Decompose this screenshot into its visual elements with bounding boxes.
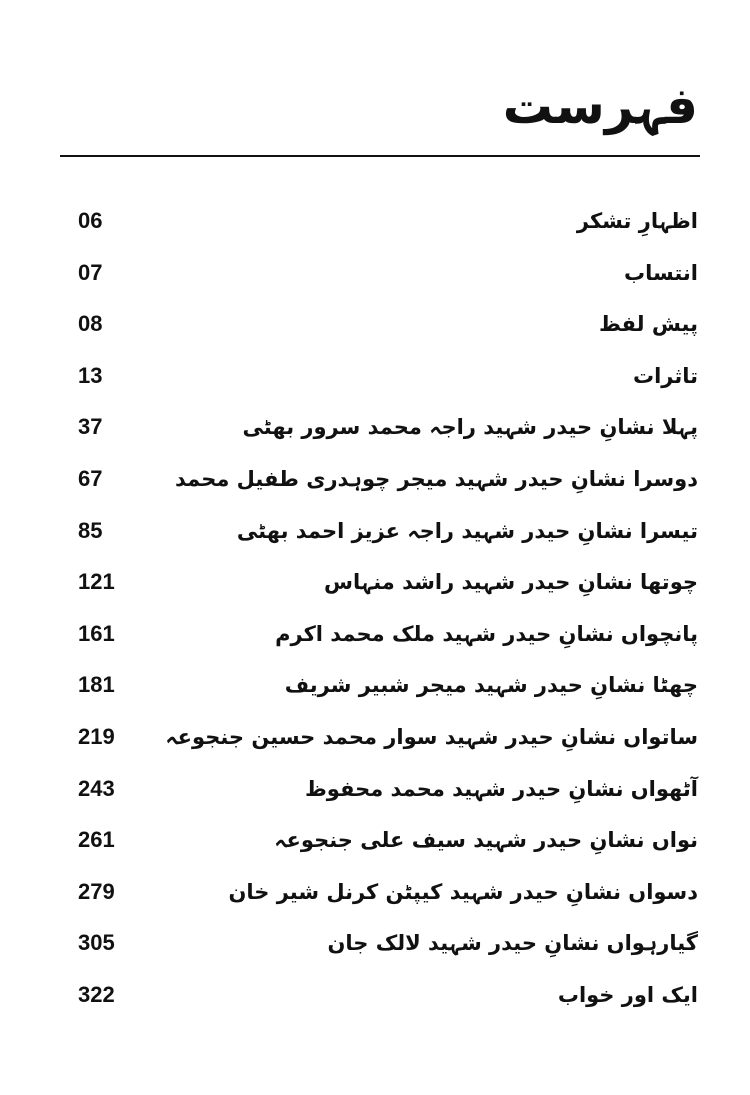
toc-entry-page: 121 <box>78 569 115 595</box>
table-of-contents <box>0 196 750 1022</box>
toc-entry-title: پانچواں نشانِ حیدر شہید ملک محمد اکرم <box>275 621 698 646</box>
toc-entry-page: 322 <box>78 981 115 1007</box>
toc-entry-title: ایک اور خواب <box>557 982 698 1007</box>
toc-entry <box>0 712 750 764</box>
toc-entry <box>0 402 750 454</box>
toc-entry-page: 08 <box>78 311 103 337</box>
toc-entry <box>0 815 750 867</box>
toc-entry-page: 181 <box>78 672 115 698</box>
toc-entry-page: 161 <box>78 620 115 646</box>
toc-entry-title: پیش لفظ <box>599 312 698 337</box>
toc-entry-page: 279 <box>78 878 115 904</box>
toc-entry <box>0 248 750 300</box>
toc-entry <box>0 506 750 558</box>
toc-entry-title: آٹھواں نشانِ حیدر شہید محمد محفوظ <box>304 776 698 801</box>
toc-entry-page: 305 <box>78 930 115 956</box>
toc-entry-title: نواں نشانِ حیدر شہید سیف علی جنجوعہ <box>274 828 698 853</box>
toc-entry-page: 37 <box>78 414 103 440</box>
toc-entry <box>0 557 750 609</box>
toc-entry <box>0 660 750 712</box>
toc-entry <box>0 970 750 1022</box>
toc-entry <box>0 918 750 970</box>
title-divider <box>60 155 700 157</box>
toc-entry-page: 219 <box>78 723 115 749</box>
toc-entry-page: 07 <box>78 259 103 285</box>
toc-entry-page: 243 <box>78 775 115 801</box>
page-title: فہرست <box>502 77 698 135</box>
toc-entry-title: ساتواں نشانِ حیدر شہید سوار محمد حسین جنجوعہ <box>165 724 698 749</box>
toc-entry-title: گیارہواں نشانِ حیدر شہید لالک جان <box>327 931 698 956</box>
toc-entry-title: انتساب <box>623 260 698 285</box>
toc-entry-page: 13 <box>78 362 103 388</box>
toc-entry-title: تاثرات <box>632 363 698 388</box>
toc-entry <box>0 454 750 506</box>
toc-entry <box>0 299 750 351</box>
toc-entry <box>0 867 750 919</box>
toc-entry <box>0 351 750 403</box>
toc-entry-page: 67 <box>78 465 103 491</box>
toc-entry-title: چھٹا نشانِ حیدر شہید میجر شبیر شریف <box>284 673 698 698</box>
toc-entry-title: چوتھا نشانِ حیدر شہید راشد منہاس <box>324 570 698 595</box>
toc-entry <box>0 196 750 248</box>
toc-entry-title: اظہارِ تشکر <box>576 209 698 233</box>
toc-entry-page: 261 <box>78 827 115 853</box>
toc-entry-title: پہلا نشانِ حیدر شہید راجہ محمد سرور بھٹی <box>242 415 698 440</box>
toc-entry-title: دوسرا نشانِ حیدر شہید میجر چوہدری طفیل محمد <box>175 466 698 491</box>
toc-entry-title: تیسرا نشانِ حیدر شہید راجہ عزیز احمد بھٹی <box>236 518 698 543</box>
toc-entry-title: دسواں نشانِ حیدر شہید کیپٹن کرنل شیر خان <box>228 879 698 904</box>
toc-entry-page: 06 <box>78 208 103 233</box>
toc-entry-page: 85 <box>78 517 103 543</box>
toc-entry <box>0 764 750 816</box>
toc-entry <box>0 609 750 661</box>
